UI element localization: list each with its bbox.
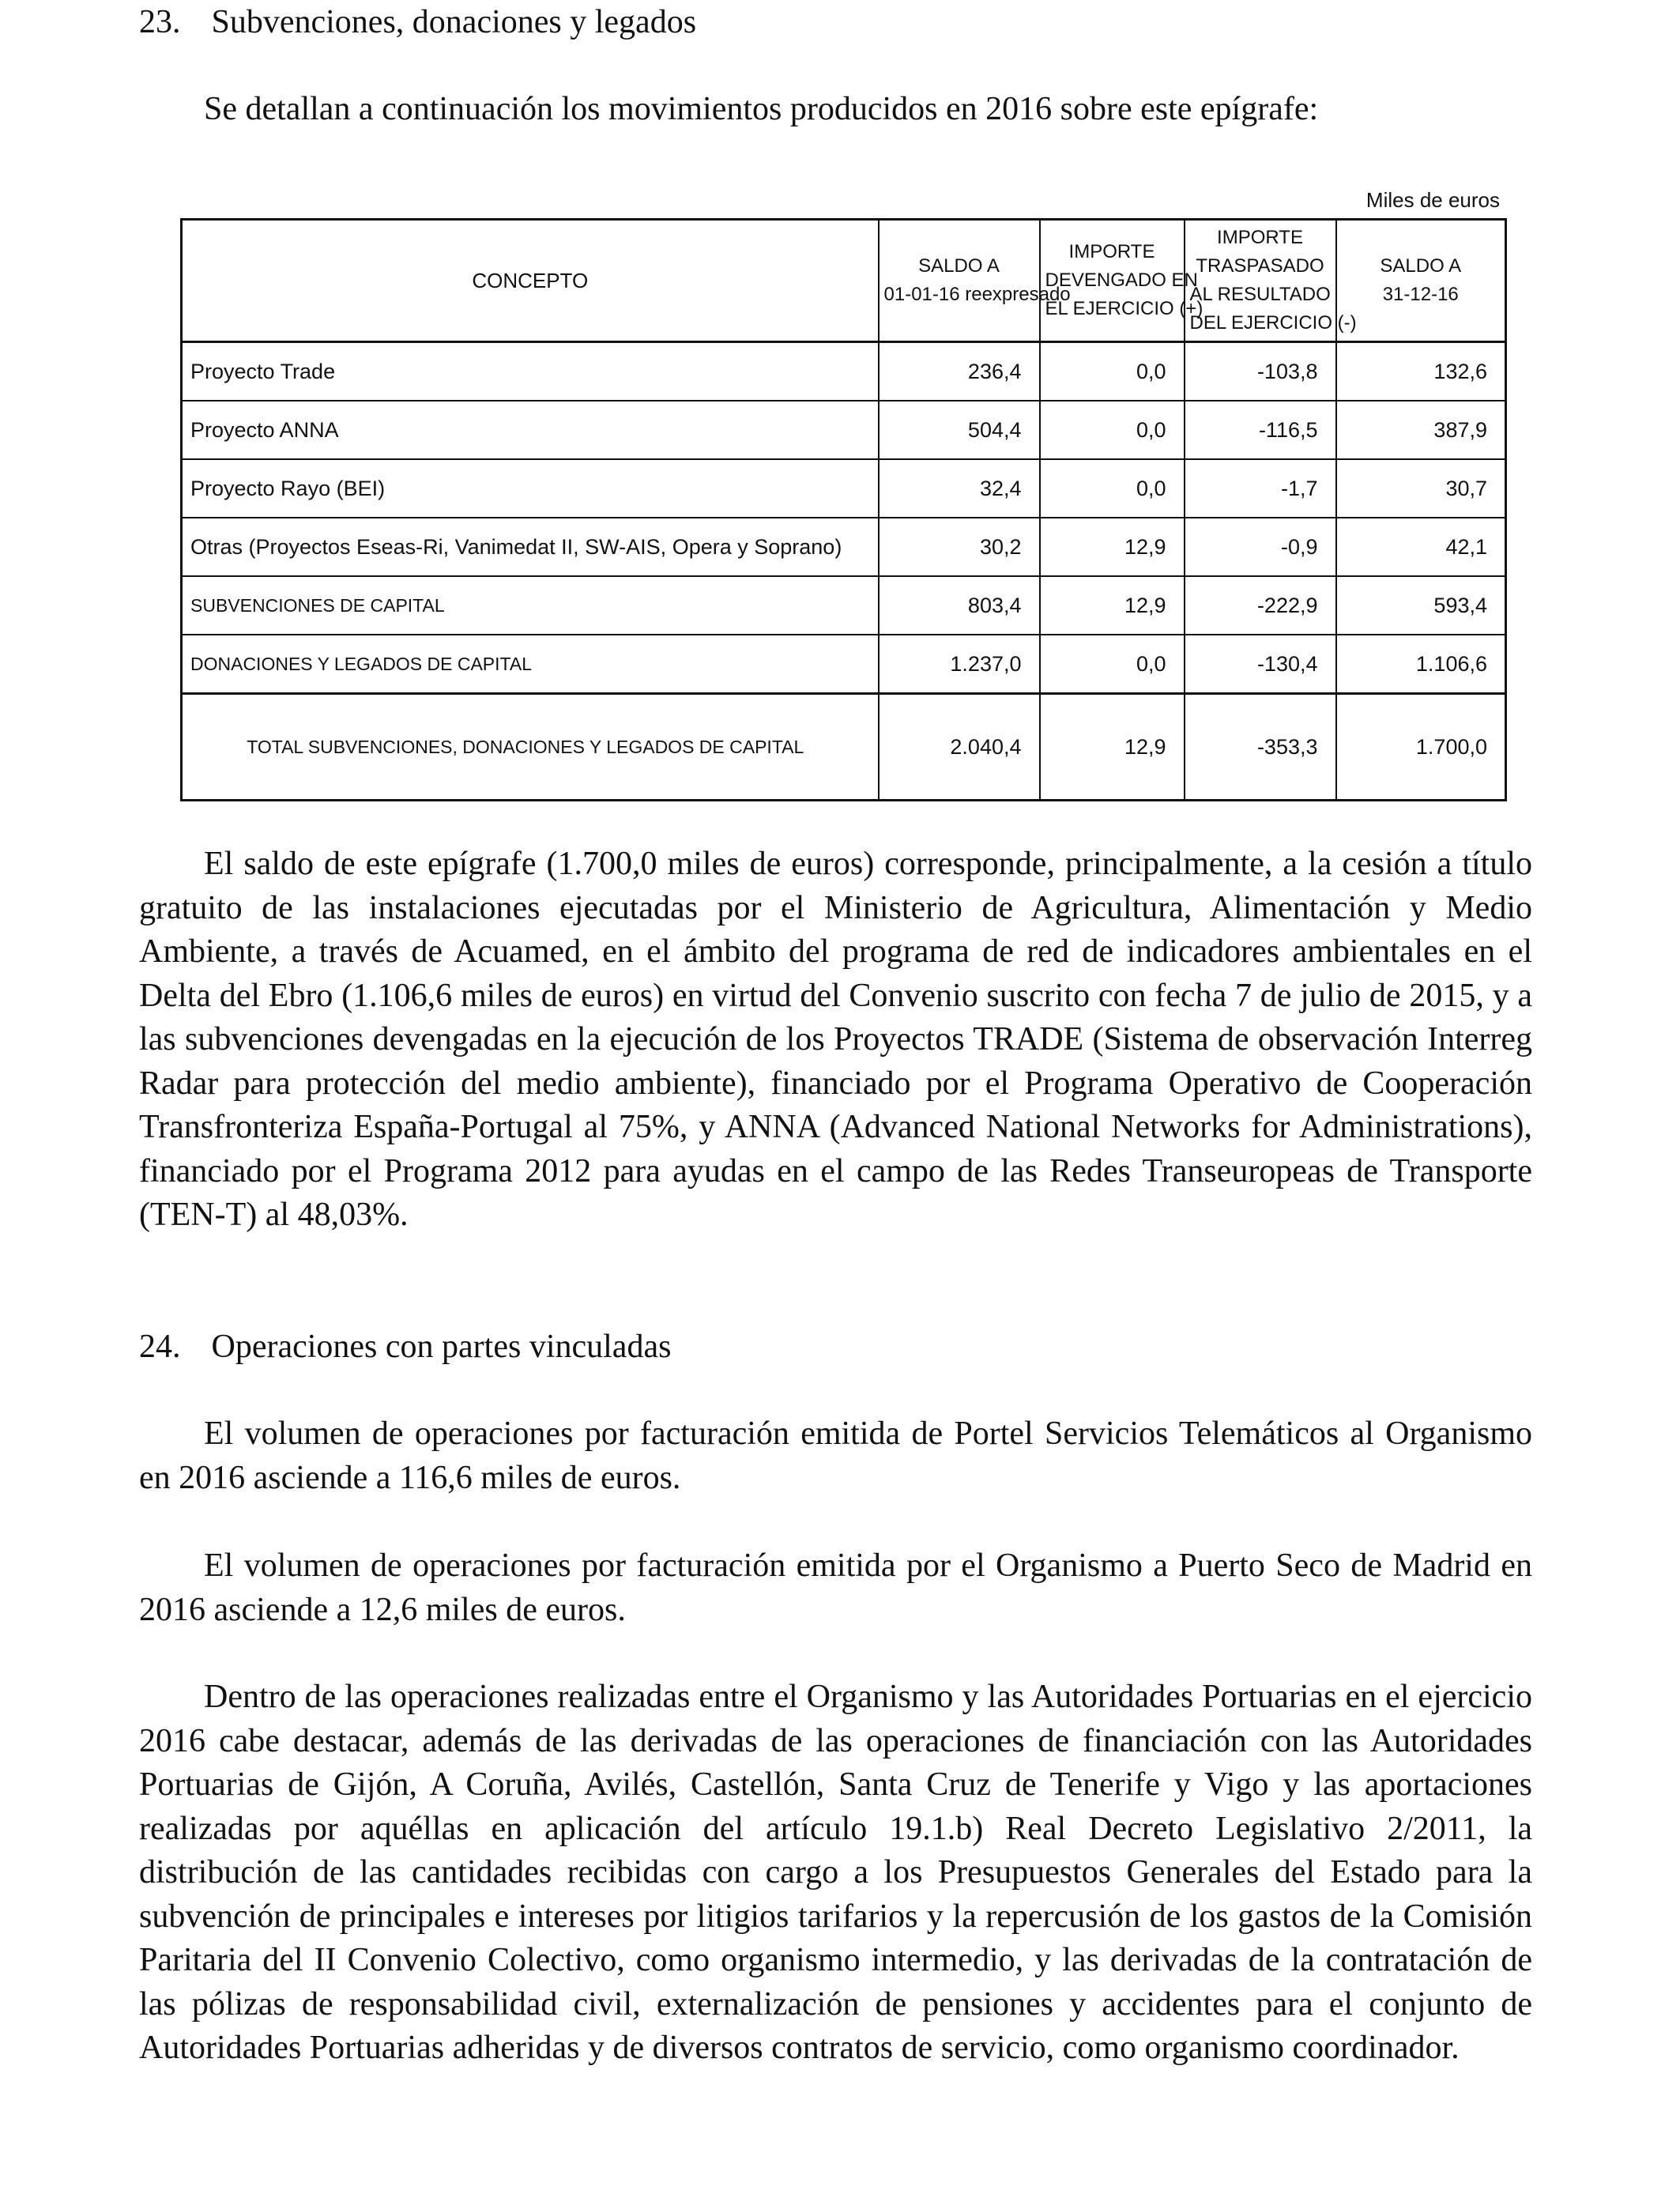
table-row bbox=[182, 401, 1506, 459]
row-concepto: Proyecto Rayo (BEI) bbox=[182, 459, 879, 518]
paragraph-portel bbox=[139, 1412, 1532, 1500]
row-traspasado: -116,5 bbox=[1185, 401, 1336, 459]
paragraph-puerto-seco-text: El volumen de operaciones por facturación emitida por el Organismo a Puerto Seco de Madrid en 2016 asciende a 12,6 miles de euros. bbox=[139, 1547, 1532, 1628]
row-devengado: 0,0 bbox=[1040, 635, 1185, 694]
section-23-heading bbox=[139, 2, 696, 43]
row-devengado: 0,0 bbox=[1040, 342, 1185, 401]
table-row bbox=[182, 518, 1506, 576]
paragraph-saldo-text: El saldo de este epígrafe (1.700,0 miles de euros) corresponde, principalmente, a la cesión a título gratuito de las instalaciones ejecutadas por el Ministerio de Agricultura, Alimentación y Medio Ambiente, a través de Acuamed, en el ámbito del programa de red de indicadores ambientales en el Delta del Ebro (1.106,6 miles de euros) en virtud del Convenio suscrito con fecha 7 de julio de 2015, y a las subvenciones devengadas en la ejecución de los Proyectos TRADE (Sistema de observación Interreg Radar para protección del medio ambiente), financiado por el Programa Operativo de Cooperación Transfronteriza España-Portugal al 75%, y ANNA (Advanced National Networks for Administrations), financiado por el Programa 2012 para ayudas en el campo de las Redes Transeuropeas de Transporte (TEN-T) al 48,03%. bbox=[139, 846, 1532, 1233]
header-importe-traspasado: IMPORTE TRASPASADO AL RESULTADO DEL EJERCICIO (-) bbox=[1185, 220, 1336, 342]
total-devengado: 12,9 bbox=[1040, 694, 1185, 801]
row-saldo-final: 30,7 bbox=[1336, 459, 1506, 518]
header-saldo-final: SALDO A 31-12-16 bbox=[1336, 220, 1506, 342]
row-concepto: Proyecto Trade bbox=[182, 342, 879, 401]
row-saldo-inicial: 30,2 bbox=[879, 518, 1040, 576]
table-row bbox=[182, 459, 1506, 518]
table-total-row bbox=[182, 694, 1506, 801]
row-concepto: Proyecto ANNA bbox=[182, 401, 879, 459]
row-saldo-final: 42,1 bbox=[1336, 518, 1506, 576]
row-concepto: Otras (Proyectos Eseas-Ri, Vanimedat II, SW-AIS, Opera y Soprano) bbox=[182, 518, 879, 576]
row-devengado: 0,0 bbox=[1040, 401, 1185, 459]
row-concepto: SUBVENCIONES DE CAPITAL bbox=[182, 576, 879, 635]
row-traspasado: -103,8 bbox=[1185, 342, 1336, 401]
row-saldo-final: 593,4 bbox=[1336, 576, 1506, 635]
row-saldo-final: 387,9 bbox=[1336, 401, 1506, 459]
header-importe-devengado: IMPORTE DEVENGADO EN EL EJERCICIO (+) bbox=[1040, 220, 1185, 342]
section-23-title: Subvenciones, donaciones y legados bbox=[211, 4, 697, 40]
header-concepto: CONCEPTO bbox=[182, 220, 879, 342]
row-traspasado: -130,4 bbox=[1185, 635, 1336, 694]
section-24-heading bbox=[139, 1326, 671, 1367]
total-concepto: TOTAL SUBVENCIONES, DONACIONES Y LEGADOS DE CAPITAL bbox=[182, 694, 879, 801]
section-23-intro: Se detallan a continuación los movimientos producidos en 2016 sobre este epígrafe: bbox=[204, 91, 1319, 127]
total-saldo-final: 1.700,0 bbox=[1336, 694, 1506, 801]
paragraph-saldo bbox=[139, 843, 1532, 1238]
row-traspasado: -1,7 bbox=[1185, 459, 1336, 518]
row-devengado: 0,0 bbox=[1040, 459, 1185, 518]
row-saldo-inicial: 1.237,0 bbox=[879, 635, 1040, 694]
table-row bbox=[182, 342, 1506, 401]
paragraph-autoridades bbox=[139, 1676, 1532, 2071]
row-concepto: DONACIONES Y LEGADOS DE CAPITAL bbox=[182, 635, 879, 694]
row-saldo-inicial: 236,4 bbox=[879, 342, 1040, 401]
total-traspasado: -353,3 bbox=[1185, 694, 1336, 801]
total-saldo-inicial: 2.040,4 bbox=[879, 694, 1040, 801]
paragraph-autoridades-text: Dentro de las operaciones realizadas entre el Organismo y las Autoridades Portuarias en el ejercicio 2016 cabe destacar, además de las derivadas de las operaciones de financiación con las Autoridades Portuarias de Gijón, A Coruña, Avilés, Castellón, Santa Cruz de Tenerife y Vigo y las aportaciones realizadas por aquéllas en aplicación del artículo 19.1.b) Real Decreto Legislativo 2/2011, la distribución de las cantidades recibidas con cargo a los Presupuestos Generales del Estado para la subvención de principales e intereses por litigios tarifarios y la repercusión de los gastos de la Comisión Paritaria del II Convenio Colectivo, como organismo intermedio, y las derivadas de la contratación de las pólizas de responsabilidad civil, externalización de pensiones y accidentes para el conjunto de Autoridades Portuarias adheridas y de diversos contratos de servicio, como organismo coordinador. bbox=[139, 1679, 1532, 2066]
section-23-number: 23. bbox=[139, 4, 181, 40]
row-saldo-final: 132,6 bbox=[1336, 342, 1506, 401]
paragraph-puerto-seco bbox=[139, 1544, 1532, 1632]
table-row bbox=[182, 576, 1506, 635]
paragraph-portel-text: El volumen de operaciones por facturación emitida de Portel Servicios Telemáticos al Organismo en 2016 asciende a 116,6 miles de euros. bbox=[139, 1416, 1532, 1496]
section-24-title: Operaciones con partes vinculadas bbox=[211, 1329, 672, 1365]
row-devengado: 12,9 bbox=[1040, 576, 1185, 635]
subvenciones-table bbox=[180, 218, 1507, 801]
table-units-label: Miles de euros bbox=[1365, 188, 1500, 212]
row-saldo-final: 1.106,6 bbox=[1336, 635, 1506, 694]
row-traspasado: -0,9 bbox=[1185, 518, 1336, 576]
section-24-number: 24. bbox=[139, 1329, 181, 1365]
row-devengado: 12,9 bbox=[1040, 518, 1185, 576]
row-traspasado: -222,9 bbox=[1185, 576, 1336, 635]
header-saldo-inicial: SALDO A 01-01-16 reexpresado bbox=[879, 220, 1040, 342]
row-saldo-inicial: 32,4 bbox=[879, 459, 1040, 518]
table-header-row bbox=[182, 220, 1506, 342]
table-row bbox=[182, 635, 1506, 694]
row-saldo-inicial: 504,4 bbox=[879, 401, 1040, 459]
row-saldo-inicial: 803,4 bbox=[879, 576, 1040, 635]
